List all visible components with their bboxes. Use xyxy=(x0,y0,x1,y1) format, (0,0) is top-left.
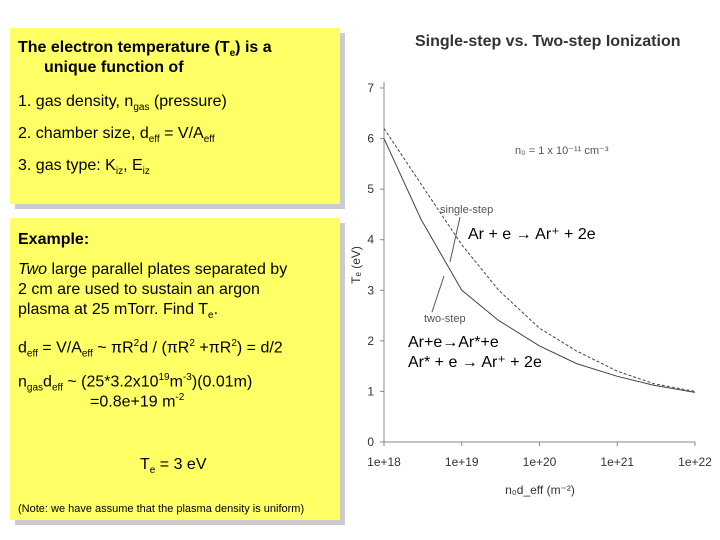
x-tick-label: 1e+21 xyxy=(600,455,635,469)
example-para-line1: Two large parallel plates separated by xyxy=(18,261,288,278)
example-para-line3: plasma at 25 mTorr. Find $T_e$. xyxy=(18,301,219,322)
two-step-reaction-line2: Ar* + e → Ar⁺ + 2e xyxy=(408,354,542,371)
single-step-arrow xyxy=(450,217,460,262)
equation-result-value: =0.8e+19 $m^{-2}$ xyxy=(90,392,185,411)
single-step-reaction: Ar + e → Ar⁺ + 2e xyxy=(468,226,596,243)
y-tick-label: 0 xyxy=(367,435,374,449)
density-annotation: n₀ = 1 x 10⁻¹¹ cm⁻³ xyxy=(515,145,609,157)
y-tick-label: 3 xyxy=(367,283,374,298)
two-step-reaction-line1: Ar+e→Ar*+e xyxy=(408,334,499,351)
two-step-arrow xyxy=(432,276,444,312)
y-tick-label: 4 xyxy=(367,232,374,247)
te-result: $T_e = 3$ eV xyxy=(140,456,207,477)
series-label-two-step: two-step xyxy=(424,313,466,325)
example-para-line2: 2 cm are used to sustain an argon xyxy=(18,281,260,298)
x-axis-label: n₀d_eff (m⁻²) xyxy=(505,483,575,497)
box1-title-line2: unique function of xyxy=(44,59,184,76)
y-axis-label: Tₑ (eV) xyxy=(349,246,363,284)
list-item-chamber-size: 2. chamber size, $d_{eff} = V/A_{eff}$ xyxy=(18,125,215,146)
example-heading: Example: xyxy=(18,231,90,248)
list-item-gas-density: 1. gas density, $n_{gas}$ (pressure) xyxy=(18,93,227,114)
chart-title: Single-step vs. Two-step Ionization xyxy=(415,33,681,50)
y-tick-label: 6 xyxy=(367,131,374,146)
list-item-gas-type: 3. gas type: $K_{iz}$, $E_{iz}$ xyxy=(18,157,150,178)
series-label-single-step: single-step xyxy=(440,204,494,216)
box1-title-line1: The electron temperature $(T_e)$ is a xyxy=(18,39,272,60)
y-tick-label: 7 xyxy=(367,81,374,95)
uniform-density-note: (Note: we have assume that the plasma density is uniform) xyxy=(18,503,305,515)
y-tick-label: 5 xyxy=(367,182,374,197)
x-tick-label: 1e+20 xyxy=(522,455,557,469)
x-tick-label: 1e+19 xyxy=(444,455,479,469)
y-tick-label: 2 xyxy=(367,333,374,348)
x-tick-label: 1e+22 xyxy=(678,455,712,469)
equation-ngas-deff: $n_{gas}d_{eff}$ ~ $(25*3.2x10^{19}m^{-3})(0.01m)$ xyxy=(18,372,253,394)
x-tick-label: 1e+18 xyxy=(367,455,401,469)
y-tick-label: 1 xyxy=(367,384,374,399)
equation-deff: $d_{eff} = V/A_{eff}$ ~ $\pi R^2d / (\pi R^2 +\pi R^2) = d/2$ xyxy=(18,338,283,360)
